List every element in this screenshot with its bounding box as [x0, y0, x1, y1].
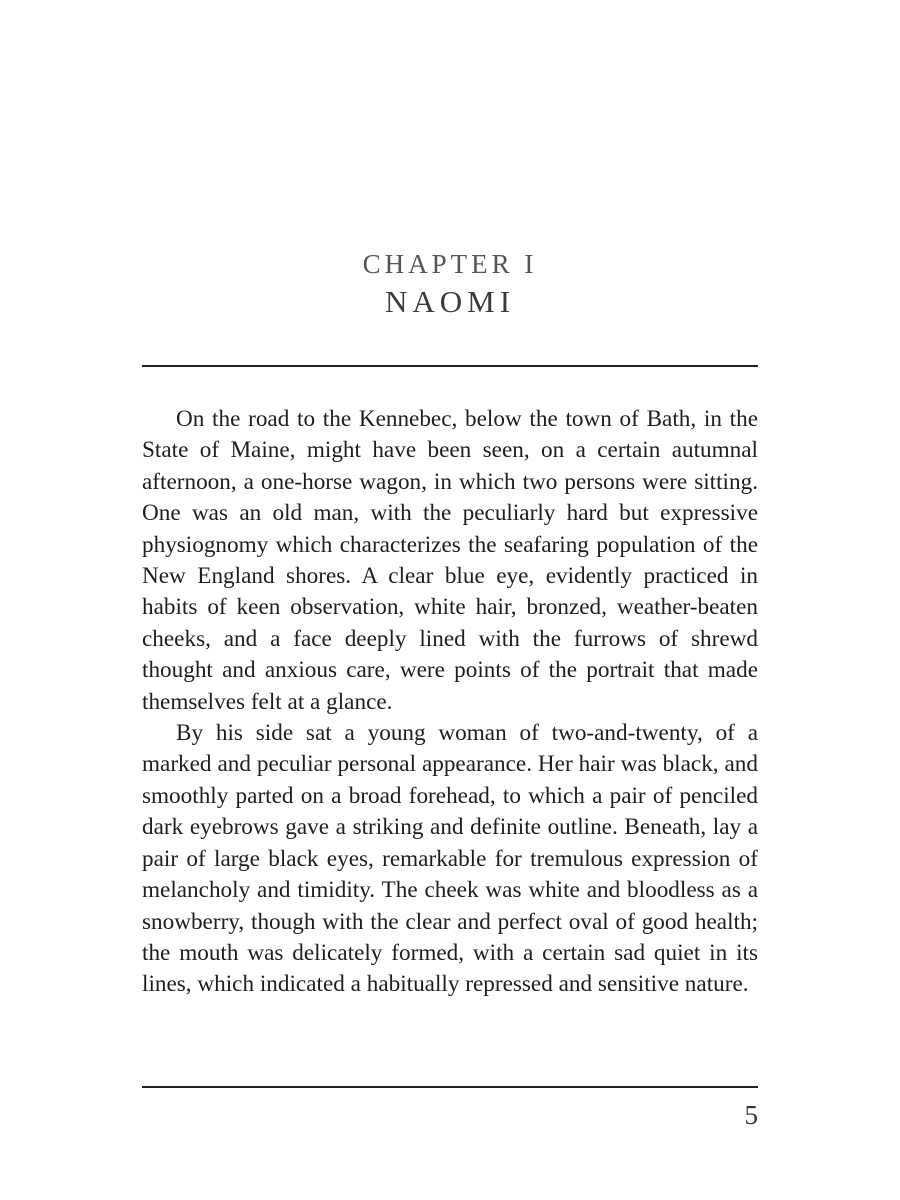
chapter-number: CHAPTER I [362, 249, 538, 279]
chapter-title: NAOMI [384, 284, 516, 319]
top-divider [142, 365, 758, 367]
chapter-heading [142, 246, 758, 322]
paragraph-1: On the road to the Kennebec, below the town of Bath, in the State of Maine, might have been seen, on a certain autumnal afternoon, a one-horse wagon, in which two persons were sitting. One was an old man, with the peculiarly hard but expressive physiognomy which characterizes the seafaring population of the New England shores. A clear blue eye, evidently practiced in habits of keen observation, white hair, bronzed, weather-beaten cheeks, and a face deeply lined with the furrows of shrewd thought and anxious care, were points of the portrait that made themselves felt at a glance. [142, 406, 758, 715]
chapter-body [142, 404, 758, 1001]
paragraph-2: By his side sat a young woman of two-and-twenty, of a marked and peculiar personal appearance. Her hair was black, and smoothly parted on a broad forehead, to which a pair of penciled dark eyebrows gave a striking and definite outline. Beneath, lay a pair of large black eyes, remarkable for tremulous expression of melancholy and timidity. The cheek was white and bloodless as a snowberry, though with the clear and perfect oval of good health; the mouth was delicately formed, with a certain sad quiet in its lines, which indicated a habitually repressed and sensitive nature. [142, 720, 758, 998]
bottom-divider [142, 1086, 758, 1088]
page-number: 5 [744, 1100, 758, 1130]
